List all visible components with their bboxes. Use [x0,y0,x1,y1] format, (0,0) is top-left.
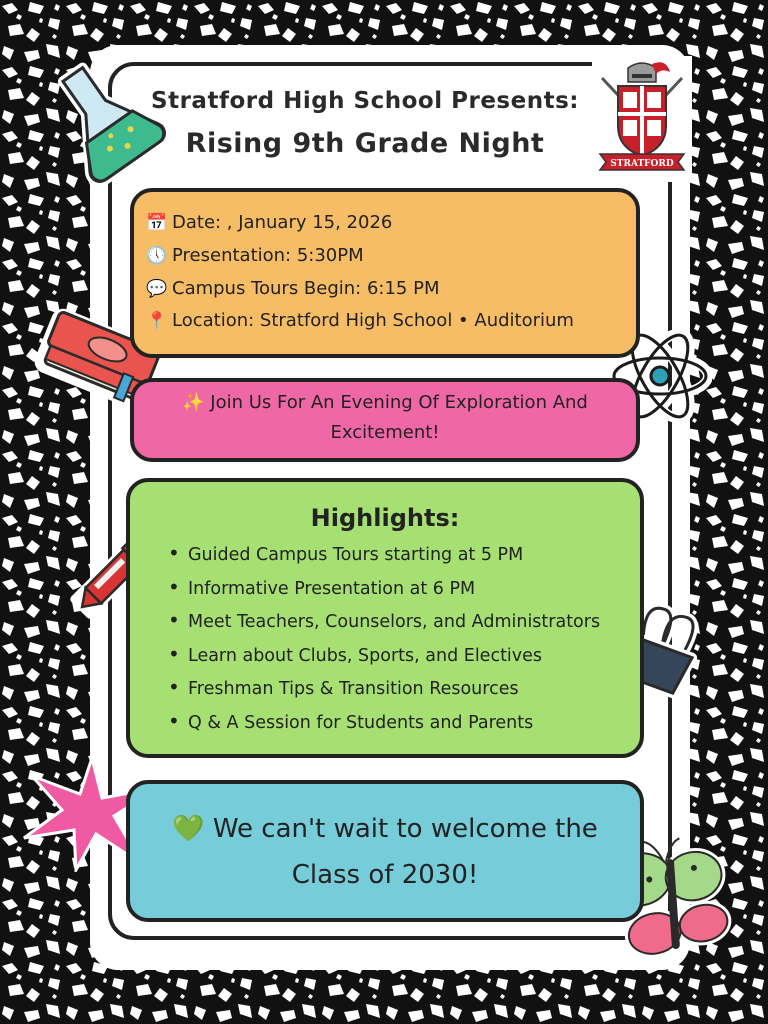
invite-text: Join Us For An Evening Of Exploration And Excitement! [210,392,588,443]
closing-message [140,806,630,898]
location-pin-icon: 📍 [146,311,168,331]
clock-icon: 🕔 [146,246,168,266]
detail-tours [146,278,440,299]
school-crest-logo [592,56,692,182]
detail-presentation-text: Presentation: 5:30PM [172,245,364,266]
list-item: • Freshman Tips & Transition Resources [168,672,600,706]
highlights-title: Highlights: [310,504,460,532]
list-item: • Guided Campus Tours starting at 5 PM [168,538,600,572]
speech-bubble-icon: 💬 [146,279,168,299]
closing-line-2: Class of 2030! [291,860,479,890]
list-item: • Informative Presentation at 6 PM [168,572,600,606]
flask-icon [44,56,168,188]
list-item: • Meet Teachers, Counselors, and Administrators [168,605,600,639]
highlights-list [168,538,600,739]
list-item: • Learn about Clubs, Sports, and Electives [168,639,600,673]
closing-line-1: We can't wait to welcome the [212,814,598,844]
detail-location [146,310,574,331]
detail-date-text: Date: , January 15, 2026 [172,212,393,233]
sparkles-icon: ✨ [182,392,205,413]
detail-presentation [146,245,364,266]
detail-location-text: Location: Stratford High School • Auditorium [172,310,574,331]
crest-banner-text: STRATFORD [610,159,674,169]
calendar-icon: 📅 [146,213,168,233]
detail-tours-text: Campus Tours Begin: 6:15 PM [172,278,440,299]
list-item: • Q & A Session for Students and Parents [168,706,600,740]
event-title: Rising 9th Grade Night [185,128,545,159]
invite-message [150,388,620,448]
green-heart-icon: 💚 [172,814,205,844]
detail-date [146,212,392,233]
event-presenter-title: Stratford High School Presents: [151,88,579,114]
